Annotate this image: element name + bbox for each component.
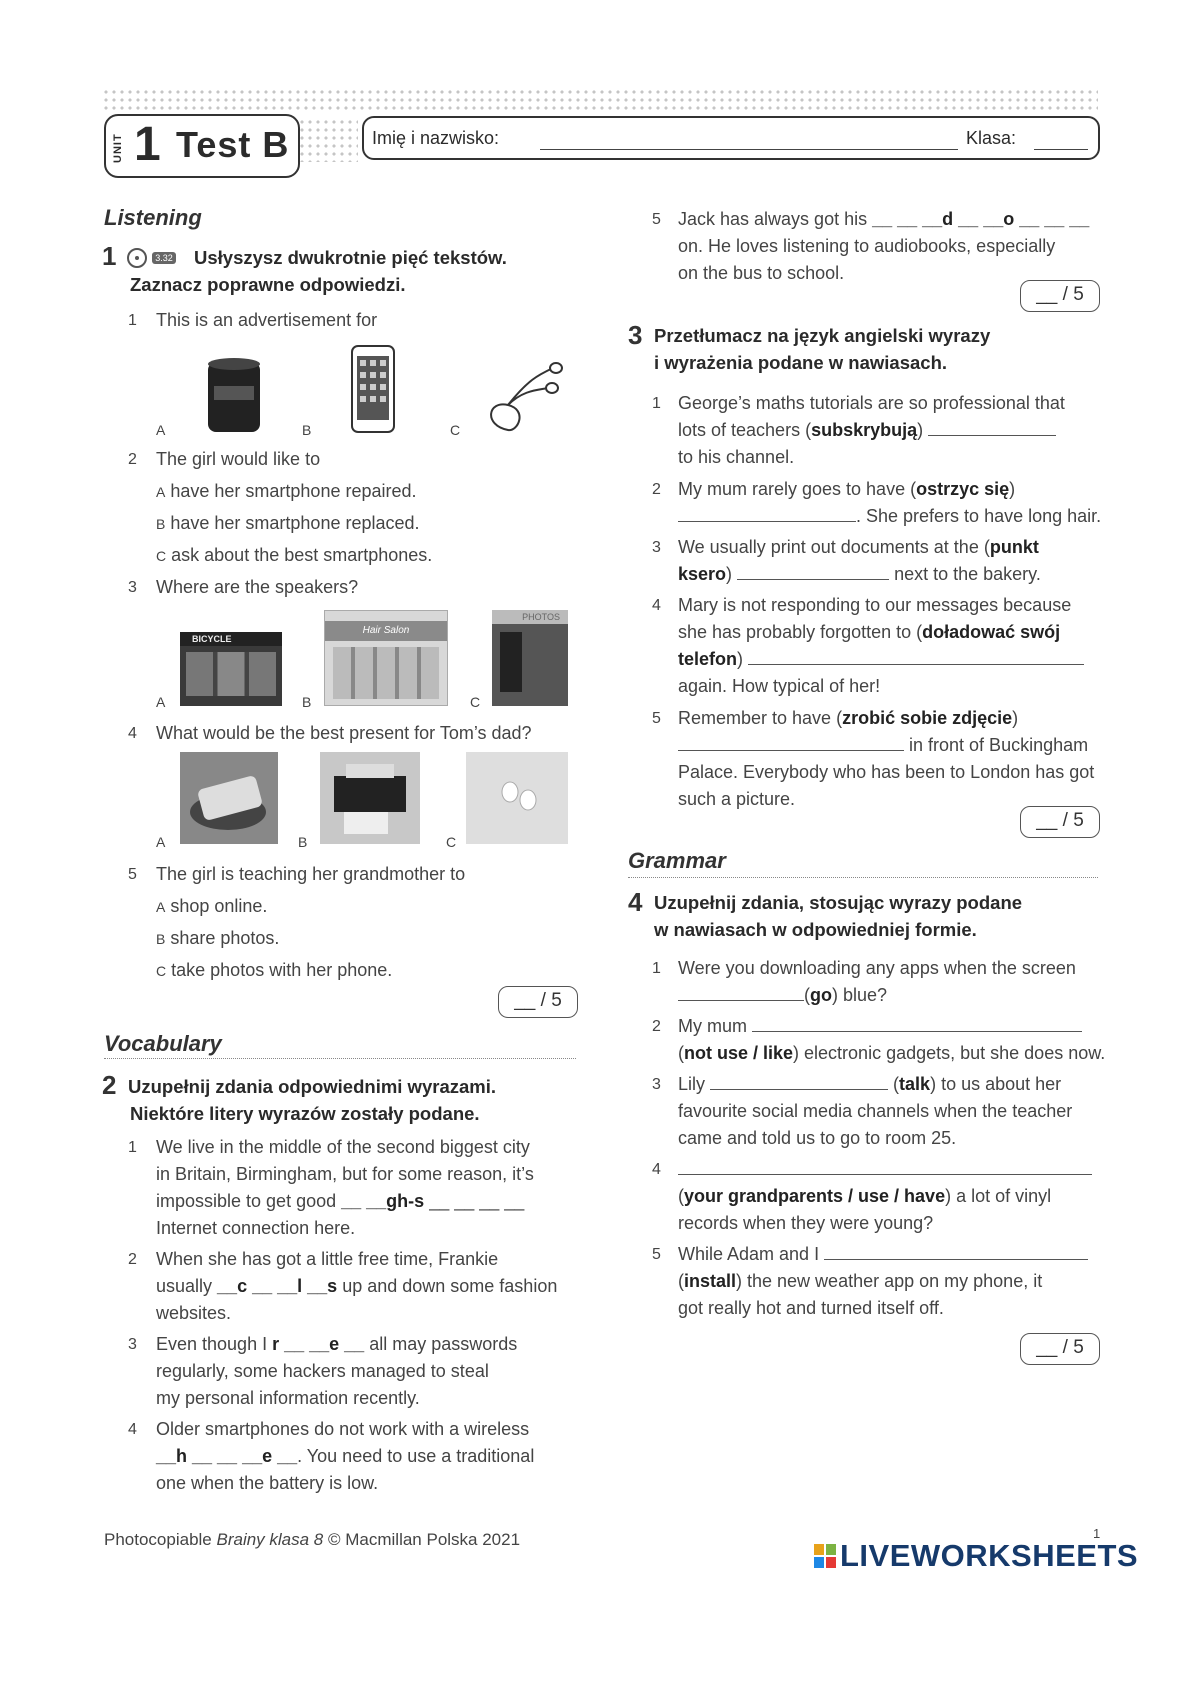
answer-field[interactable]	[678, 508, 856, 522]
smart-speaker-image	[204, 356, 266, 438]
item-line: (not use / like) electronic gadgets, but she does now.	[678, 1043, 1106, 1063]
score-box[interactable]: __ / 5	[1020, 806, 1100, 838]
question-number: 4	[128, 725, 137, 742]
footer-copyright: Photocopiable Brainy klasa 8 © Macmillan Polska 2021	[104, 1530, 521, 1549]
item-line: We usually print out documents at the (punkt	[678, 537, 1039, 557]
item-line: We live in the middle of the second biggest city	[156, 1137, 530, 1157]
item-line	[678, 1156, 1092, 1183]
item-line: again. How typical of her!	[678, 676, 881, 696]
answer-field[interactable]	[752, 1018, 1082, 1032]
item-number: 5	[652, 710, 661, 727]
answer-field[interactable]	[748, 651, 1084, 665]
item-line: Mary is not responding to our messages because	[678, 595, 1072, 615]
gap-field[interactable]: __ __ __d __ __o __ __ __	[872, 209, 1090, 229]
exercise-4-number: 4	[628, 887, 643, 917]
question-4-text: What would be the best present for Tom’s dad?	[156, 723, 532, 743]
score-box[interactable]: __ / 5	[1020, 280, 1100, 312]
item-line: in front of Buckingham	[678, 732, 1088, 759]
exercise-1-instruction: Usłyszysz dwukrotnie pięć tekstów.	[194, 247, 507, 268]
question-5-text: The girl is teaching her grandmother to	[156, 864, 466, 884]
bicycle-shop-image: BICYCLE	[180, 632, 282, 706]
item-line: Older smartphones do not work with a wireless	[156, 1419, 530, 1439]
item-line: Palace. Everybody who has been to London has got	[678, 762, 1095, 782]
item-line: in Britain, Birmingham, but for some reason, it’s	[156, 1164, 534, 1184]
item-number: 4	[652, 1161, 661, 1178]
photo-shop-image: PHOTOS	[492, 610, 568, 706]
item-line: Internet connection here.	[156, 1218, 356, 1238]
score-box[interactable]: __ / 5	[1020, 1333, 1100, 1365]
item-line: regularly, some hackers managed to steal	[156, 1361, 489, 1381]
item-number: 1	[128, 1139, 137, 1156]
option-a[interactable]: A	[156, 694, 166, 710]
item-line: George’s maths tutorials are so professional that	[678, 393, 1065, 413]
item-line: (go) blue?	[678, 982, 887, 1009]
item-line: Were you downloading any apps when the screen	[678, 958, 1076, 978]
item-line: __h __ __ __e __. You need to use a traditional	[156, 1446, 535, 1466]
item-line: My mum	[678, 1013, 1082, 1040]
item-number: 3	[128, 1336, 137, 1353]
item-line: on. He loves listening to audiobooks, especially	[678, 236, 1056, 256]
item-line: Even though I r __ __e __ all may passwords	[156, 1334, 518, 1354]
question-number: 2	[128, 451, 137, 468]
header-dot-pattern-small	[298, 118, 358, 162]
exercise-4-instruction-2: w nawiasach w odpowiedniej formie.	[654, 919, 977, 940]
section-vocabulary: Vocabulary	[104, 1031, 222, 1056]
item-number: 3	[652, 1076, 661, 1093]
item-line: favourite social media channels when the teacher	[678, 1101, 1073, 1121]
exercise-2-instruction: Uzupełnij zdania odpowiednimi wyrazami.	[128, 1076, 496, 1097]
option-b[interactable]: B	[298, 834, 308, 850]
section-divider	[104, 1058, 576, 1059]
header-dot-pattern	[102, 88, 1098, 114]
exercise-2-instruction-2: Niektóre litery wyrazów zostały podane.	[130, 1103, 480, 1124]
option-a[interactable]: A shop online.	[156, 896, 268, 916]
item-line: telefon)	[678, 646, 1084, 673]
class-label: Klasa:	[966, 128, 1017, 148]
exercise-3-instruction-2: i wyrażenia podane w nawiasach.	[654, 352, 948, 373]
item-line: Lily (talk) to us about her	[678, 1074, 1062, 1094]
gap-field[interactable]: __h __ __ __e __	[156, 1446, 298, 1466]
section-listening: Listening	[104, 205, 202, 230]
item-line: my personal information recently.	[156, 1388, 420, 1408]
answer-field[interactable]	[678, 737, 904, 751]
item-line: While Adam and I	[678, 1241, 1088, 1268]
earphones-image	[478, 360, 568, 438]
class-field[interactable]	[1034, 149, 1088, 150]
item-line: Jack has always got his __ __ __d __ __o __ __ __	[678, 209, 1090, 229]
exercise-1-instruction-2: Zaznacz poprawne odpowiedzi.	[130, 274, 406, 295]
item-line: she has probably forgotten to (doładować swój	[678, 622, 1061, 642]
item-line: (your grandparents / use / have) a lot of vinyl	[678, 1186, 1052, 1206]
answer-field[interactable]	[824, 1246, 1088, 1260]
question-number: 3	[128, 579, 137, 596]
answer-field[interactable]	[710, 1076, 888, 1090]
item-line: records when they were young?	[678, 1213, 934, 1233]
smartphone-image	[350, 344, 398, 434]
gap-field[interactable]: __ __gh-s	[341, 1191, 425, 1211]
item-line: When she has got a little free time, Frankie	[156, 1249, 499, 1269]
item-line: impossible to get good __ __gh-s __ __ __ __	[156, 1191, 525, 1211]
item-number: 2	[652, 481, 661, 498]
item-line: such a picture.	[678, 789, 796, 809]
exercise-3-instruction: Przetłumacz na język angielski wyrazy	[654, 325, 991, 346]
item-number: 3	[652, 539, 661, 556]
question-number: 1	[128, 312, 137, 329]
section-divider	[628, 877, 1098, 878]
option-b[interactable]: B share photos.	[156, 928, 280, 948]
item-number: 1	[652, 395, 661, 412]
item-number: 5	[652, 211, 661, 228]
section-grammar: Grammar	[628, 848, 726, 873]
name-label: Imię i nazwisko:	[372, 128, 500, 148]
item-line: websites.	[156, 1303, 232, 1323]
page-number: 1	[1093, 1526, 1101, 1541]
item-line: ksero) next to the bakery.	[678, 564, 1041, 584]
liveworksheets-logo[interactable]: LIVEWORKSHEETS	[840, 1538, 1139, 1573]
item-number: 1	[652, 960, 661, 977]
wireless-charger-image	[180, 752, 278, 844]
question-1-text: This is an advertisement for	[156, 310, 378, 330]
item-number: 2	[128, 1251, 137, 1268]
option-a[interactable]: A	[156, 834, 166, 850]
option-c[interactable]: C	[470, 694, 481, 710]
option-c[interactable]: C ask about the best smartphones.	[156, 545, 433, 565]
option-a[interactable]: A have her smartphone repaired.	[156, 481, 417, 501]
name-field[interactable]	[540, 149, 958, 150]
answer-field[interactable]	[678, 987, 804, 1001]
unit-number: 1	[134, 118, 161, 171]
item-number: 4	[128, 1421, 137, 1438]
hair-salon-image: Hair Salon	[324, 610, 448, 706]
question-2-text: The girl would like to	[156, 449, 321, 469]
test-title: Test B	[176, 124, 290, 165]
answer-field[interactable]	[928, 422, 1056, 436]
item-line: one when the battery is low.	[156, 1473, 379, 1493]
gap-field[interactable]: __ __ __ __	[429, 1191, 525, 1211]
gap-field[interactable]: r __ __e __	[272, 1334, 365, 1354]
item-line: lots of teachers (subskrybują)	[678, 417, 1056, 444]
item-number: 4	[652, 597, 661, 614]
question-3-text: Where are the speakers?	[156, 577, 359, 597]
item-line: got really hot and turned itself off.	[678, 1298, 944, 1318]
item-line: . She prefers to have long hair.	[678, 503, 1101, 530]
exercise-2-number: 2	[102, 1070, 117, 1100]
question-number: 5	[128, 866, 137, 883]
earbuds-image	[466, 752, 568, 844]
liveworksheets-logo-icon	[814, 1544, 836, 1570]
option-c[interactable]: C	[446, 834, 457, 850]
option-c[interactable]: C	[450, 422, 461, 438]
option-b[interactable]: B have her smartphone replaced.	[156, 513, 420, 533]
item-line: usually __c __ __l __s up and down some fashion	[156, 1276, 558, 1296]
item-line: (install) the new weather app on my phone, it	[678, 1271, 1043, 1291]
unit-label: UNIT	[112, 133, 124, 163]
exercise-4-instruction: Uzupełnij zdania, stosując wyrazy podane	[654, 892, 1023, 913]
track-badge: 3.32	[152, 252, 176, 264]
item-line: came and told us to go to room 25.	[678, 1128, 957, 1148]
printer-image	[320, 752, 420, 844]
exercise-3-number: 3	[628, 320, 643, 350]
item-line: Remember to have (zrobić sobie zdjęcie)	[678, 708, 1019, 728]
answer-field[interactable]	[678, 1161, 1092, 1175]
item-number: 5	[652, 1246, 661, 1263]
option-c[interactable]: C take photos with her phone.	[156, 960, 393, 980]
exercise-1-number: 1	[102, 241, 117, 271]
option-b[interactable]: B	[302, 694, 312, 710]
item-line: to his channel.	[678, 447, 795, 467]
gap-field[interactable]: __c __ __l __s	[217, 1276, 338, 1296]
item-line: My mum rarely goes to have (ostrzyc się)	[678, 479, 1016, 499]
option-a[interactable]: A	[156, 422, 166, 438]
item-number: 2	[652, 1018, 661, 1035]
answer-field[interactable]	[737, 566, 889, 580]
score-box[interactable]: __ / 5	[498, 986, 578, 1018]
item-line: on the bus to school.	[678, 263, 845, 283]
option-b[interactable]: B	[302, 422, 312, 438]
audio-cd-icon[interactable]	[127, 247, 176, 269]
